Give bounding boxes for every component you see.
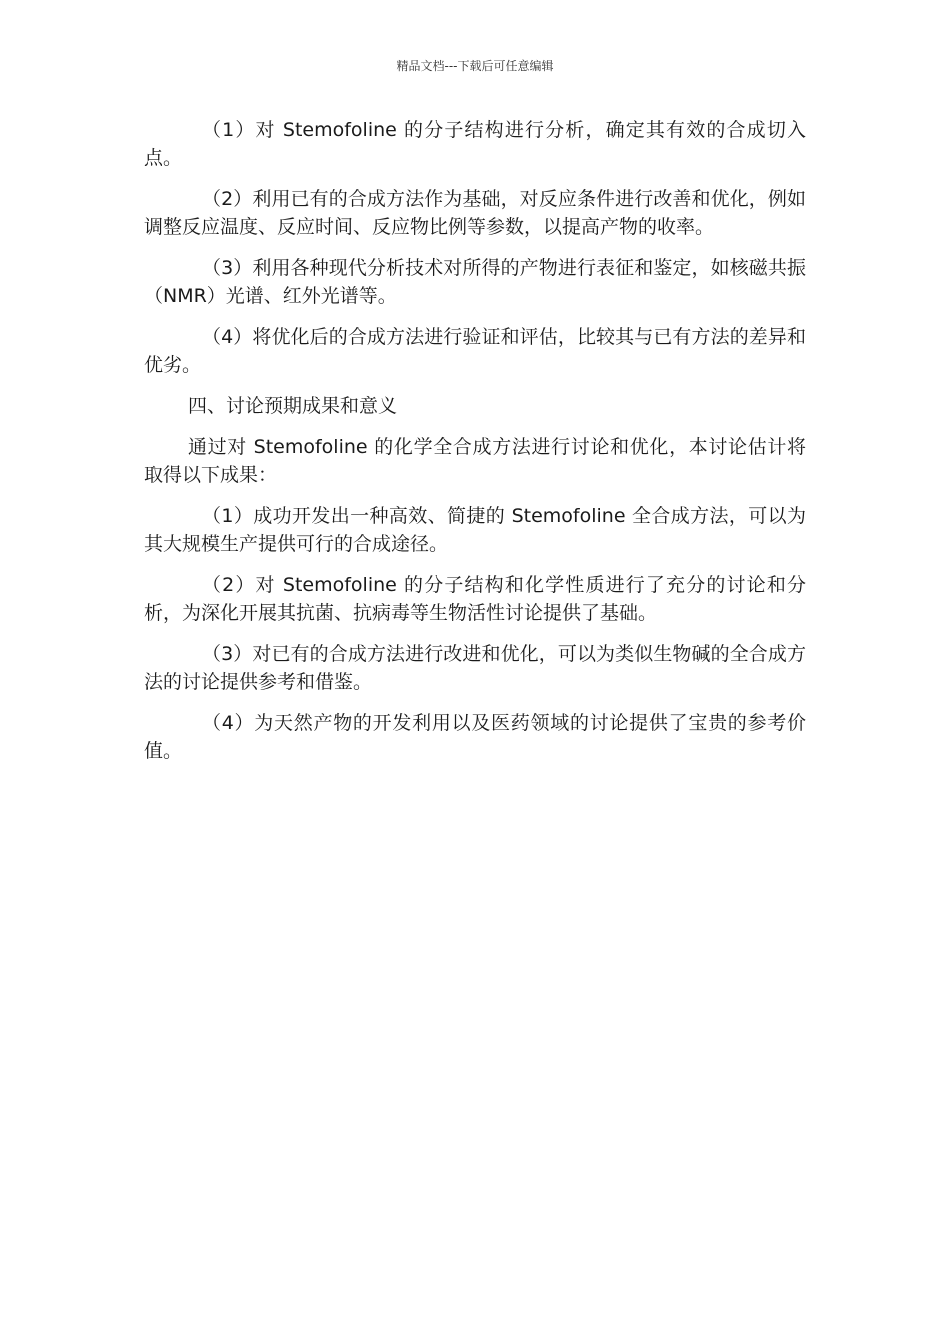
paragraph-outcome-1: （1）成功开发出一种高效、简捷的 Stemofoline 全合成方法，可以为其大规模生产提供可行的合成途径。: [144, 505, 806, 555]
section-heading: 四、讨论预期成果和意义: [188, 395, 398, 417]
document-body: [144, 116, 806, 778]
paragraph-outcome-4: （4）为天然产物的开发利用以及医药领域的讨论提供了宝贵的参考价值。: [144, 712, 806, 762]
paragraph-step-2: （2）利用已有的合成方法作为基础，对反应条件进行改善和优化，例如调整反应温度、反应时间、反应物比例等参数，以提高产物的收率。: [144, 188, 806, 238]
paragraph-step-4: （4）将优化后的合成方法进行验证和评估，比较其与已有方法的差异和优劣。: [144, 326, 806, 376]
paragraph-step-1: （1）对 Stemofoline 的分子结构进行分析，确定其有效的合成切入点。: [144, 119, 806, 169]
paragraph-outcome-3: （3）对已有的合成方法进行改进和优化，可以为类似生物碱的全合成方法的讨论提供参考和借鉴。: [144, 643, 806, 693]
page-header: 精品文档---下载后可任意编辑: [396, 59, 554, 73]
paragraph-intro: 通过对 Stemofoline 的化学全合成方法进行讨论和优化，本讨论估计将取得以下成果：: [144, 436, 806, 486]
paragraph-outcome-2: （2）对 Stemofoline 的分子结构和化学性质进行了充分的讨论和分析，为深化开展其抗菌、抗病毒等生物活性讨论提供了基础。: [144, 574, 806, 624]
paragraph-step-3: （3）利用各种现代分析技术对所得的产物进行表征和鉴定，如核磁共振（NMR）光谱、红外光谱等。: [144, 257, 806, 307]
